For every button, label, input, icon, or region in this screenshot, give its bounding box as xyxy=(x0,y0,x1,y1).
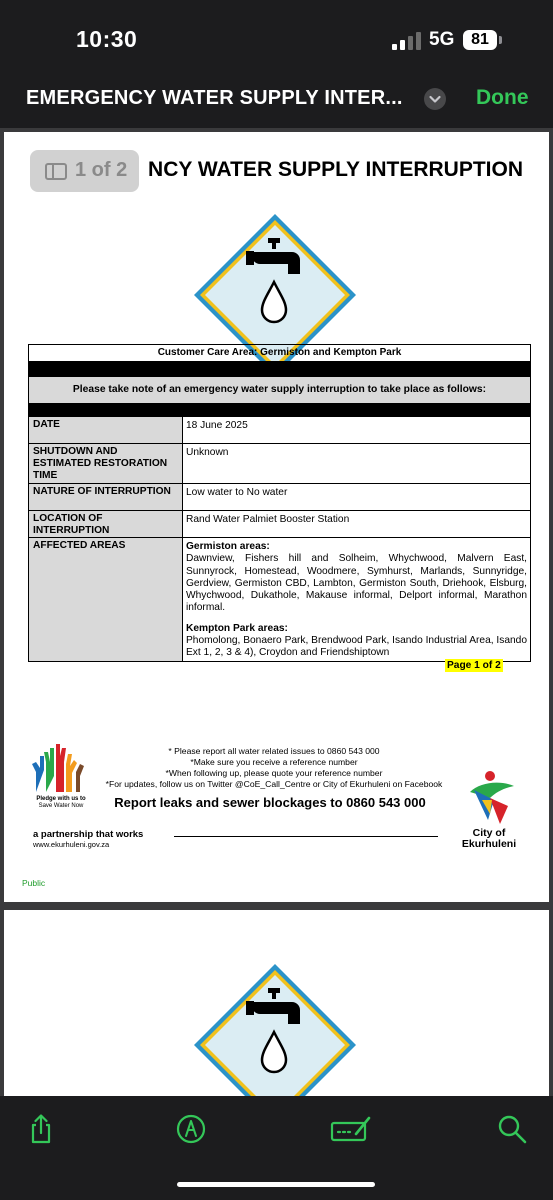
row-label-location: LOCATION OF INTERRUPTION xyxy=(29,511,183,537)
classification-label: Public xyxy=(22,878,46,888)
footer-note: * Please report all water related issues to 0860 543 000 xyxy=(168,746,380,756)
nav-bar xyxy=(0,70,553,128)
notice-note: Please take note of an emergency water supply interruption to take place as follows: xyxy=(29,377,530,403)
battery-tip xyxy=(499,36,502,44)
kempton-areas: Phomolong, Bonaero Park, Brendwood Park, Isando Industrial Area, Isando Ext 1, 2, 3 & 4), Croydon and Friendshiptown xyxy=(186,635,527,659)
document-page-2 xyxy=(4,910,549,1096)
footer-notes xyxy=(84,746,464,790)
row-label-nature: NATURE OF INTERRUPTION xyxy=(29,484,183,510)
page-number: Page 1 of 2 xyxy=(447,660,501,671)
pledge-line1: Pledge with us to xyxy=(36,796,86,802)
row-label-affected: AFFECTED AREAS xyxy=(29,538,183,661)
footer-note: *For updates, follow us on Twitter @CoE_Call_Centre or City of Ekurhuleni on Facebook xyxy=(105,779,443,789)
table-divider xyxy=(29,362,530,377)
pledge-line2: Save Water Now xyxy=(38,803,84,809)
document-page-1 xyxy=(4,132,549,902)
document-viewer[interactable] xyxy=(0,128,553,1096)
table-row xyxy=(29,443,530,483)
status-bar xyxy=(0,0,553,70)
table-divider xyxy=(29,403,530,416)
battery-icon: 81 xyxy=(463,30,497,50)
city-logo-icon xyxy=(460,770,520,824)
chevron-down-icon[interactable] xyxy=(424,88,446,110)
row-label-date: DATE xyxy=(29,417,183,443)
document-title[interactable]: EMERGENCY WATER SUPPLY INTER... xyxy=(26,87,403,109)
customer-care-area: Customer Care Area: Germiston and Kempton Park xyxy=(29,345,530,362)
website-url: www.ekurhuleni.gov.za xyxy=(33,840,110,849)
row-value-location: Rand Water Palmiet Booster Station xyxy=(186,514,350,525)
page-indicator-label: 1 of 2 xyxy=(75,159,128,181)
row-value-date: 18 June 2025 xyxy=(186,420,248,431)
footer-note: *Make sure you receive a reference number xyxy=(190,757,358,767)
water-tap-icon xyxy=(192,962,358,1096)
done-button[interactable]: Done xyxy=(476,86,529,109)
hands-logo-icon xyxy=(28,742,92,792)
notice-table xyxy=(28,344,531,662)
germiston-heading: Germiston areas: xyxy=(186,541,270,552)
sidebar-icon xyxy=(45,163,67,180)
signal-bars-icon xyxy=(392,31,422,50)
germiston-areas: Dawnview, Fishers hill and Solheim, Whychwood, Malvern East, Sunnyrock, Homestead, Woodmere, Symhurst, Marlands, Sunnyridge, Gerdview, Germiston CBD, Lambton, Germiston South, Driehook, Elsburg, Whychwood, Dukathole, Makause informal, Delport informal, Marathon informal. xyxy=(186,553,527,614)
page-heading: NCY WATER SUPPLY INTERRUPTION xyxy=(148,158,523,181)
row-value-affected xyxy=(183,538,530,661)
table-row xyxy=(29,483,530,510)
city-line1: City of xyxy=(472,827,506,839)
report-line: Report leaks and sewer blockages to 0860 543 000 xyxy=(114,795,426,810)
partnership-slogan: a partnership that works xyxy=(33,829,144,840)
city-line2: Ekurhuleni xyxy=(461,838,517,850)
search-icon[interactable] xyxy=(497,1114,527,1144)
city-name xyxy=(456,828,522,850)
footer-note: *When following up, please quote your reference number xyxy=(165,768,383,778)
table-row xyxy=(29,510,530,537)
bottom-toolbar xyxy=(0,1096,553,1200)
kempton-heading: Kempton Park areas: xyxy=(186,622,288,634)
network-label: 5G xyxy=(429,29,455,50)
row-value-shutdown: Unknown xyxy=(186,447,229,458)
pledge-text xyxy=(28,796,94,810)
divider-line xyxy=(174,836,438,837)
row-value-nature: Low water to No water xyxy=(186,487,288,498)
home-indicator[interactable] xyxy=(177,1182,375,1187)
page-indicator[interactable] xyxy=(30,150,139,192)
form-fill-icon[interactable] xyxy=(330,1114,372,1144)
markup-icon[interactable] xyxy=(176,1114,206,1144)
status-time: 10:30 xyxy=(76,26,138,52)
table-row xyxy=(29,416,530,443)
share-icon[interactable] xyxy=(26,1114,56,1144)
table-row xyxy=(29,537,530,661)
row-label-shutdown: SHUTDOWN AND ESTIMATED RESTORATION TIME xyxy=(29,444,183,483)
